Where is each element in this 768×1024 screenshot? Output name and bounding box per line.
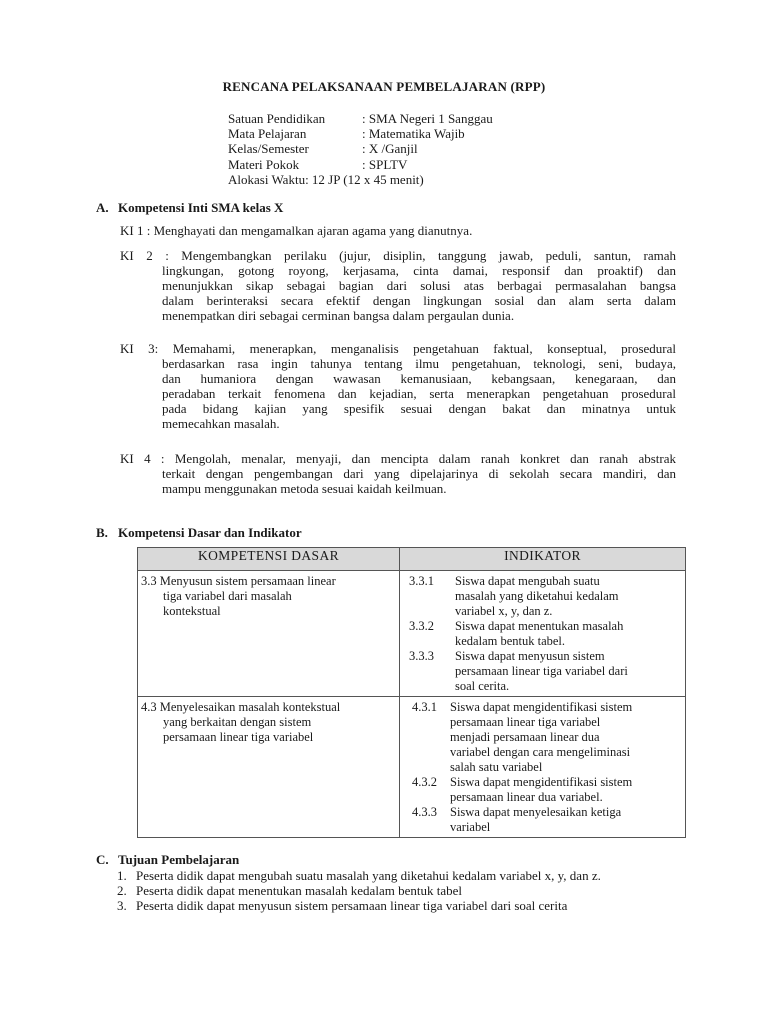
table-header-row: [138, 548, 686, 571]
list-item: [117, 868, 687, 883]
ki-1: [120, 223, 676, 238]
indicator-number: 4.3.2: [412, 775, 437, 789]
section-title: Tujuan Pembelajaran: [118, 852, 240, 867]
indicator-number: 3.3.3: [409, 649, 434, 663]
ki-line: terkait dengan pengembangan dari yang dipelajarinya di sekolah secara mandiri, dan: [162, 466, 676, 481]
goals-list: [117, 868, 687, 914]
meta-block: [228, 111, 493, 187]
ki-line: lingkungan, gotong royong, kerjasama, cinta damai, responsif dan proaktif) dan: [162, 263, 676, 278]
kd-line: 3.3 Menyusun sistem persamaan linear: [141, 574, 336, 588]
indicator-line: Siswa dapat menyusun sistem: [455, 649, 605, 663]
indicator-line: salah satu variabel: [450, 760, 543, 774]
ki-line: KI 2 : Mengembangkan perilaku (jujur, disiplin, tanggung jawab, peduli, santun, ramah: [120, 248, 676, 263]
ki-line: menempatkan diri sebagai cerminan bangsa dalam pergaulan dunia.: [162, 308, 515, 323]
ki-line: KI 1 : Menghayati dan mengamalkan ajaran agama yang dianutnya.: [120, 223, 473, 238]
meta-row: [228, 141, 493, 156]
indicator-line: Siswa dapat mengubah suatu: [455, 574, 600, 588]
section-letter: A.: [96, 200, 109, 215]
indicator-cell: [400, 571, 686, 697]
meta-label: Mata Pelajaran: [228, 126, 307, 142]
meta-label: Kelas/Semester: [228, 141, 309, 157]
table-header: KOMPETENSI DASAR: [138, 548, 400, 571]
indicator-line: persamaan linear dua variabel.: [450, 790, 603, 804]
meta-value: : SPLTV: [362, 156, 408, 172]
kd-cell: [138, 571, 400, 697]
page-title: RENCANA PELAKSANAAN PEMBELAJARAN (RPP): [222, 79, 546, 94]
ki-line: peradaban terkait fenomena dan kejadian, serta menerapkan pengetahuan prosedural: [162, 386, 676, 401]
indicator-item: [403, 805, 682, 835]
ki-2: [120, 248, 676, 323]
meta-value: : X /Ganjil: [362, 141, 418, 157]
table-header: INDIKATOR: [400, 548, 686, 571]
list-number: 2.: [117, 883, 127, 899]
list-number: 3.: [117, 898, 127, 914]
meta-row: [228, 126, 493, 141]
ki-line: KI 3: Memahami, menerapkan, menganalisis pengetahuan faktual, konseptual, prosedural: [120, 341, 676, 356]
indicator-line: menjadi persamaan linear dua: [450, 730, 600, 744]
meta-value: : Matematika Wajib: [362, 126, 465, 142]
indicator-item: [403, 775, 682, 805]
kd-cell: [138, 697, 400, 838]
indicator-line: kedalam bentuk tabel.: [455, 634, 566, 648]
section-title: Kompetensi Dasar dan Indikator: [118, 525, 302, 540]
list-number: 1.: [117, 868, 127, 883]
indicator-cell: [400, 697, 686, 838]
ki-3: [120, 341, 676, 431]
ki-line: berdasarkan rasa ingin tahunya tentang ilmu pengetahuan, teknologi, seni, budaya,: [162, 356, 676, 371]
kd-line: tiga variabel dari masalah: [163, 589, 292, 603]
indicator-line: soal cerita.: [455, 679, 510, 693]
section-letter: B.: [96, 525, 108, 540]
kd-indicator-table: [137, 547, 686, 838]
section-b-heading: [96, 525, 302, 540]
indicator-item: [403, 574, 682, 619]
ki-line: KI 4 : Mengolah, menalar, menyaji, dan mencipta dalam ranah konkret dan ranah abstrak: [120, 451, 676, 466]
ki-4: [120, 451, 676, 496]
indicator-line: masalah yang diketahui kedalam: [455, 589, 619, 603]
list-item: [117, 898, 687, 913]
indicator-line: Siswa dapat menentukan masalah: [455, 619, 624, 633]
section-letter: C.: [96, 852, 109, 867]
indicator-number: 3.3.2: [409, 619, 434, 633]
ki-line: pada bidang kajian yang spesifik sesuai dengan bakat dan minatnya untuk: [162, 401, 676, 416]
indicator-item: [403, 619, 682, 649]
meta-row: [228, 172, 493, 187]
indicator-line: variabel dengan cara mengeliminasi: [450, 745, 631, 759]
indicator-line: persamaan linear tiga variabel dari: [455, 664, 628, 678]
indicator-line: Siswa dapat mengidentifikasi sistem: [450, 700, 633, 714]
table-row: [138, 571, 686, 697]
ki-line: dan humaniora dengan wawasan kemanusiaan, kebangsaan, kenegaraan, dan: [162, 371, 676, 386]
section-title: Kompetensi Inti SMA kelas X: [118, 200, 284, 215]
ki-line: dalam berinteraksi secara efektif dengan lingkungan sosial dan alam serta dalam: [162, 293, 676, 308]
list-text: Peserta didik dapat mengubah suatu masalah yang diketahui kedalam variabel x, y, dan z.: [136, 868, 601, 883]
meta-label: Satuan Pendidikan: [228, 111, 326, 126]
list-item: [117, 883, 687, 898]
indicator-line: persamaan linear tiga variabel: [450, 715, 601, 729]
indicator-number: 4.3.1: [412, 700, 437, 714]
meta-value: : SMA Negeri 1 Sanggau: [362, 111, 493, 126]
indicator-line: variabel x, y, dan z.: [455, 604, 553, 618]
kd-line: 4.3 Menyelesaikan masalah kontekstual: [141, 700, 341, 714]
kd-line: persamaan linear tiga variabel: [163, 730, 314, 744]
meta-label: Alokasi Waktu: 12 JP (12 x 45 menit): [228, 171, 424, 187]
indicator-line: Siswa dapat menyelesaikan ketiga: [450, 805, 622, 819]
ki-line: memecahkan masalah.: [162, 416, 280, 431]
section-a-heading: [96, 200, 283, 215]
indicator-line: variabel: [450, 820, 491, 834]
ki-line: mampu menggunakan metoda sesuai kaidah keilmuan.: [162, 481, 447, 496]
list-text: Peserta didik dapat menyusun sistem persamaan linear tiga variabel dari soal cerita: [136, 898, 568, 914]
ki-line: menunjukkan sikap sebagai bagian dari solusi atas berbagai permasalahan bangsa: [162, 278, 676, 293]
table-row: [138, 697, 686, 838]
indicator-number: 3.3.1: [409, 574, 434, 588]
kd-line: yang berkaitan dengan sistem: [163, 715, 312, 729]
indicator-item: [403, 700, 682, 775]
meta-row: [228, 111, 493, 126]
indicator-item: [403, 649, 682, 694]
indicator-line: Siswa dapat mengidentifikasi sistem: [450, 775, 633, 789]
meta-row: [228, 157, 493, 172]
list-text: Peserta didik dapat menentukan masalah kedalam bentuk tabel: [136, 883, 462, 899]
section-c-heading: [96, 852, 239, 867]
indicator-number: 4.3.3: [412, 805, 437, 819]
kd-line: kontekstual: [163, 604, 221, 618]
meta-label: Materi Pokok: [228, 156, 300, 172]
